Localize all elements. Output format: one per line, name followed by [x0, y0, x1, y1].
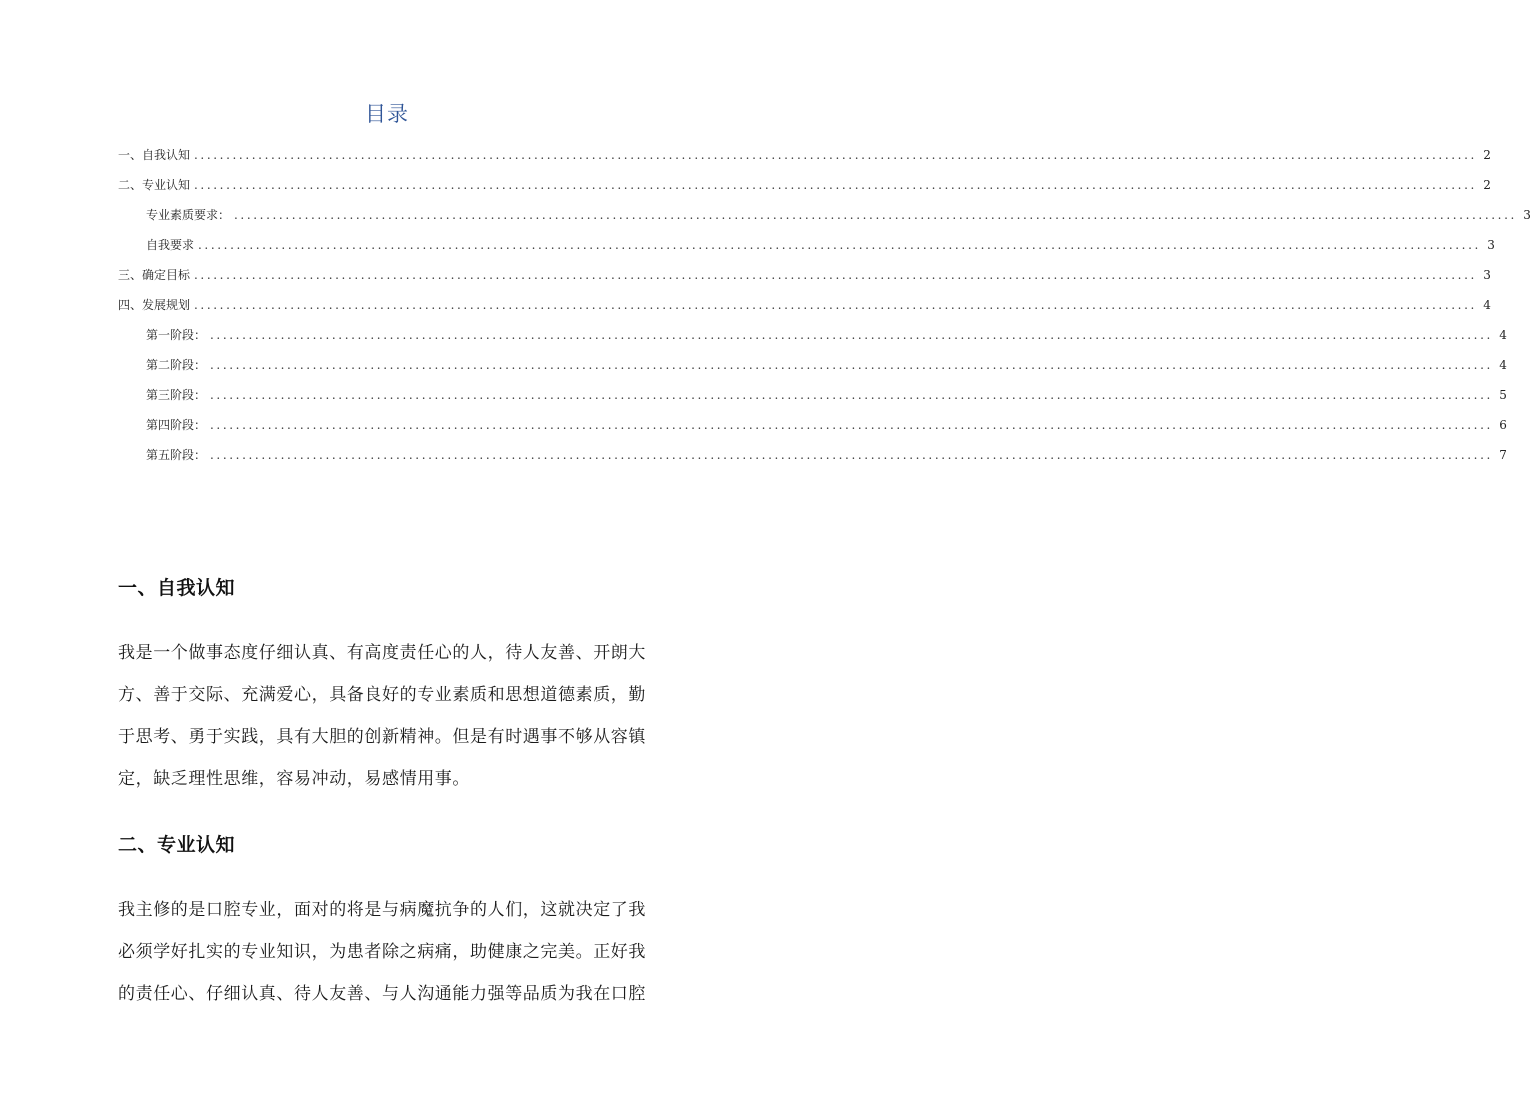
toc-entry-label: 第三阶段： [146, 388, 207, 402]
toc-entry-label: 第四阶段： [146, 418, 207, 432]
toc-entry[interactable] [118, 170, 1491, 200]
toc-leader-dots: ........................................................................................................................................................................................................ [234, 208, 1517, 222]
toc-entry-label: 四、发展规划 [118, 298, 191, 312]
toc-entry-label: 第五阶段： [146, 448, 207, 462]
toc-entry[interactable] [118, 440, 1507, 470]
toc-page-number: 6 [1499, 418, 1507, 432]
toc-entry[interactable] [118, 350, 1507, 380]
table-of-contents [118, 140, 1531, 470]
toc-page-number: 4 [1483, 298, 1491, 312]
toc-entry-label: 第一阶段： [146, 328, 207, 342]
toc-leader-dots: ........................................................................................................................................................................................................ [194, 178, 1477, 192]
toc-entry[interactable] [118, 200, 1531, 230]
toc-entry-label: 自我要求 [146, 238, 195, 252]
toc-leader-dots: ........................................................................................................................................................................................................ [194, 298, 1477, 312]
toc-leader-dots: ........................................................................................................................................................................................................ [194, 268, 1477, 282]
section-body-professional-awareness: 我主修的是口腔专业，面对的将是与病魔抗争的人们，这就决定了我必须学好扎实的专业知识，为患者除之病痛，助健康之完美。正好我的责任心、仔细认真、待人友善、与人沟通能力强等品质为我在口腔 [118, 900, 646, 1004]
toc-entry[interactable] [118, 290, 1491, 320]
toc-page-number: 3 [1483, 268, 1491, 282]
toc-page-number: 5 [1499, 388, 1507, 402]
toc-leader-dots: ........................................................................................................................................................................................................ [210, 358, 1493, 372]
section-heading-self-awareness: 一、自我认知 [118, 577, 236, 599]
toc-page-number: 3 [1523, 208, 1531, 222]
toc-title: 目录 [365, 102, 409, 126]
toc-entry-label: 三、确定目标 [118, 268, 191, 282]
toc-leader-dots: ........................................................................................................................................................................................................ [210, 328, 1493, 342]
toc-leader-dots: ........................................................................................................................................................................................................ [210, 418, 1493, 432]
toc-entry[interactable] [118, 260, 1491, 290]
toc-entry-label: 第二阶段： [146, 358, 207, 372]
toc-page-number: 4 [1499, 328, 1507, 342]
toc-page-number: 3 [1487, 238, 1495, 252]
toc-entry-label: 专业素质要求： [146, 208, 231, 222]
toc-entry[interactable] [118, 320, 1507, 350]
section-body-self-awareness: 我是一个做事态度仔细认真、有高度责任心的人，待人友善、开朗大方、善于交际、充满爱心，具备良好的专业素质和思想道德素质，勤于思考、勇于实践，具有大胆的创新精神。但是有时遇事不够从容镇定，缺乏理性思维，容易冲动，易感情用事。 [118, 643, 646, 789]
toc-leader-dots: ........................................................................................................................................................................................................ [198, 238, 1481, 252]
toc-entry[interactable] [118, 410, 1507, 440]
toc-leader-dots: ........................................................................................................................................................................................................ [210, 388, 1493, 402]
toc-leader-dots: ........................................................................................................................................................................................................ [194, 148, 1477, 162]
toc-page-number: 2 [1483, 178, 1491, 192]
toc-entry-label: 一、自我认知 [118, 148, 191, 162]
toc-page-number: 2 [1483, 148, 1491, 162]
toc-entry[interactable] [118, 380, 1507, 410]
toc-entry[interactable] [118, 230, 1495, 260]
toc-leader-dots: ........................................................................................................................................................................................................ [210, 448, 1493, 462]
toc-page-number: 7 [1499, 448, 1507, 462]
toc-entry-label: 二、专业认知 [118, 178, 191, 192]
section-heading-professional-awareness: 二、专业认知 [118, 834, 236, 856]
toc-page-number: 4 [1499, 358, 1507, 372]
toc-entry[interactable] [118, 140, 1491, 170]
